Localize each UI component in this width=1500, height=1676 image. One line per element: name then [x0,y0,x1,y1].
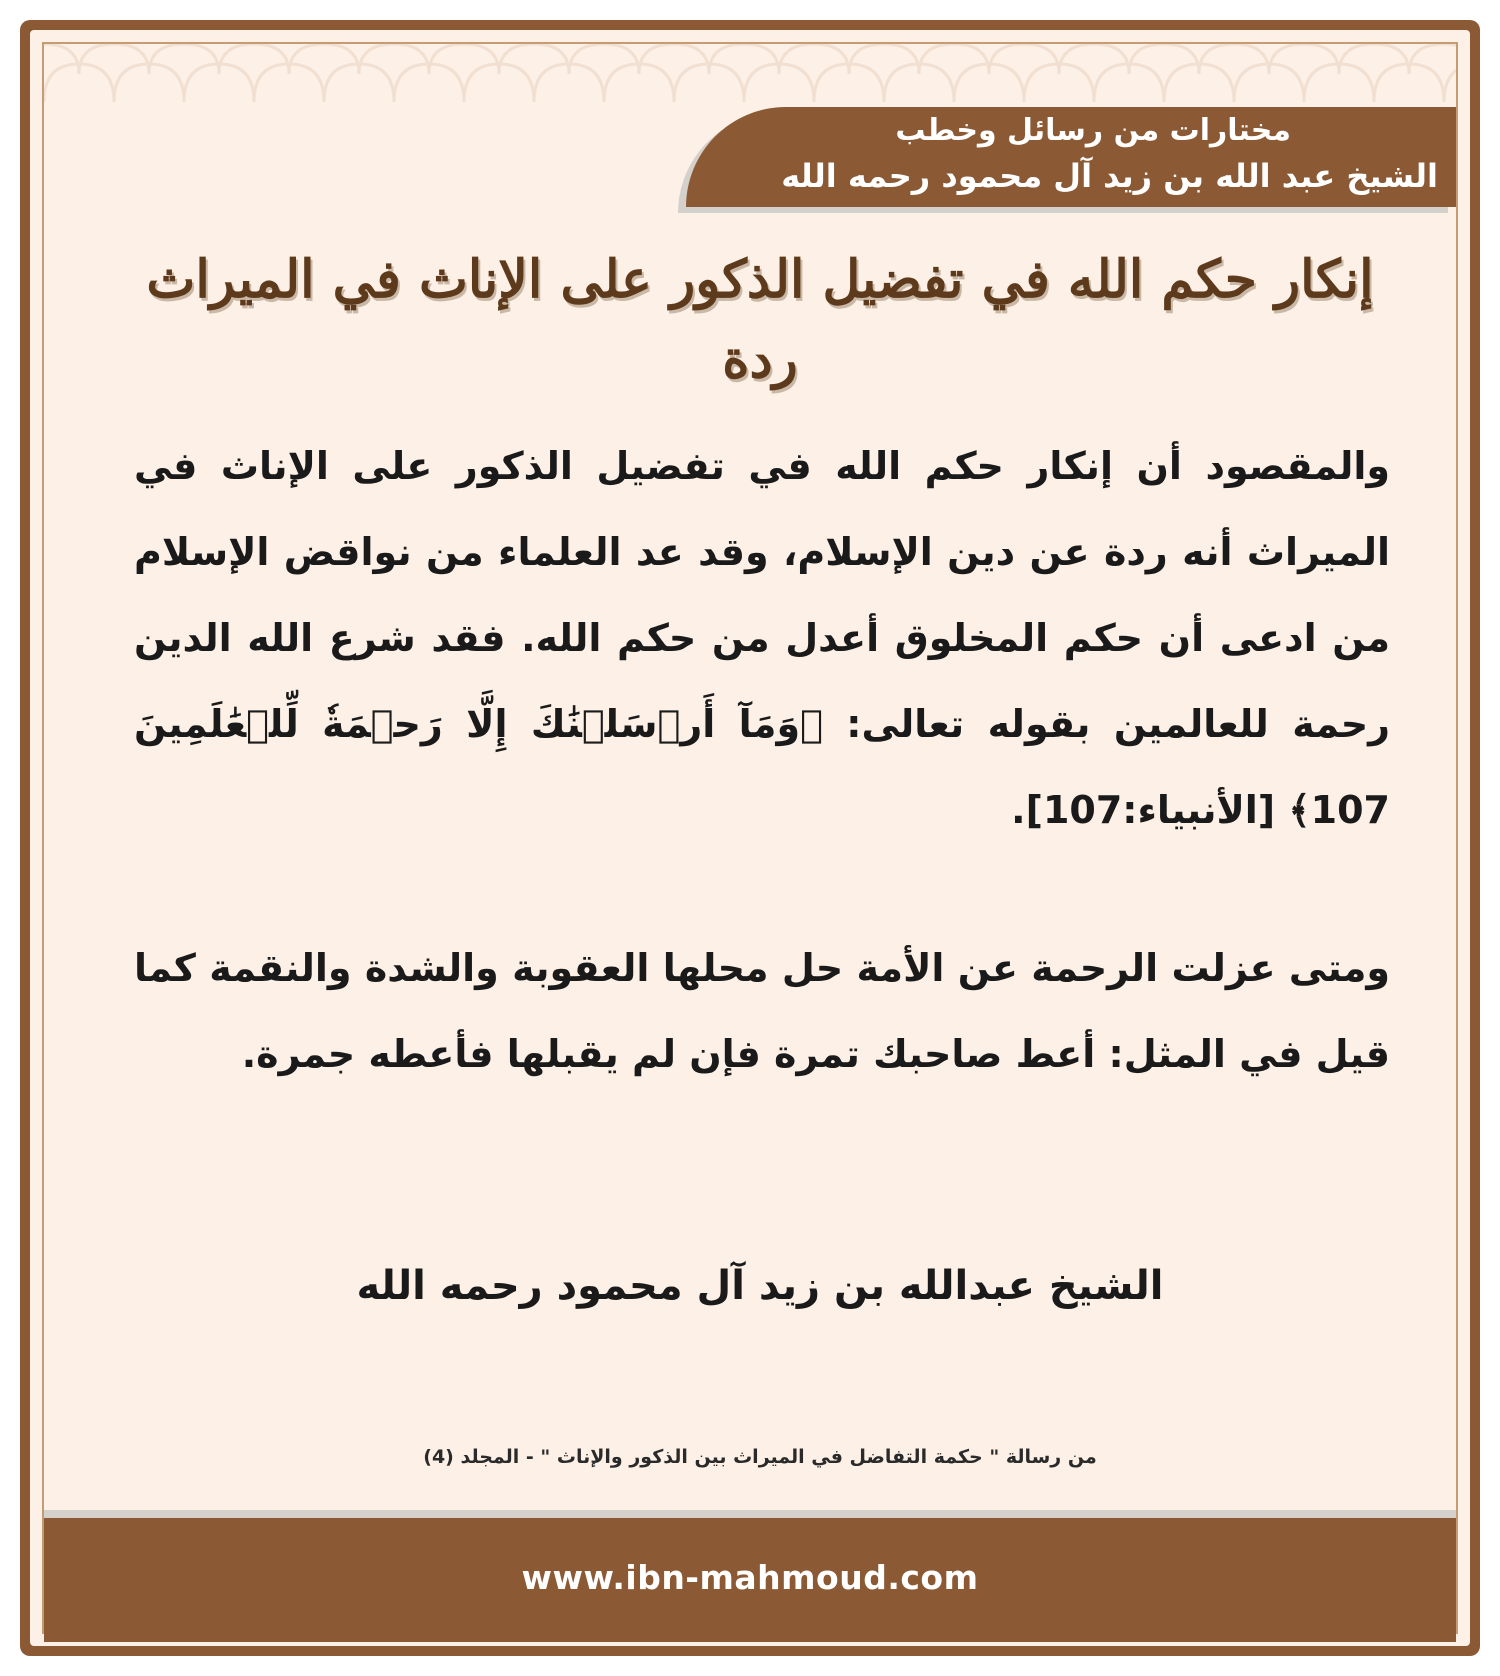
poster-card [20,20,1480,1656]
source-citation: من رسالة " حكمة التفاضل في الميراث بين الذكور والإناث " - المجلد (4) [423,1446,1097,1468]
header-author-name: الشيخ عبد الله بن زيد آل محمود رحمه الله [781,157,1438,195]
website-link[interactable]: www.ibn-mahmoud.com [521,1558,979,1597]
poster-inner [30,30,1470,1646]
header-series-title: مختارات من رسائل وخطب [895,113,1291,148]
paragraph-1: والمقصود أن إنكار حكم الله في تفضيل الذكور على الإناث في الميراث أنه ردة عن دين الإسلام، وقد عد العلماء من نواقض الإسلام من ادعى أن حكم المخلوق أعدل من حكم الله. فقد شرع الله الدين رحمة للعالمين بقوله تعالى: ﴿وَمَآ أَرۡسَلۡنَٰكَ إِلَّا رَحۡمَةٗ لِّلۡعَٰلَمِينَ 107﴾ [الأنبياء:107]. [134,444,1390,832]
footer-shadow [44,1510,1456,1518]
decorative-pattern [44,44,1456,102]
paragraph-2: ومتى عزلت الرحمة عن الأمة حل محلها العقوبة والشدة والنقمة كما قيل في المثل: أعط صاحبك تمرة فإن لم يقبلها فأعطه جمرة. [134,946,1390,1076]
page-title: إنكار حكم الله في تفضيل الذكور على الإناث في الميراث ردة [146,249,1374,390]
author-signature: الشيخ عبدالله بن زيد آل محمود رحمه الله [356,1263,1164,1309]
header-banner [686,107,1456,207]
footer-bar [44,1518,1456,1642]
